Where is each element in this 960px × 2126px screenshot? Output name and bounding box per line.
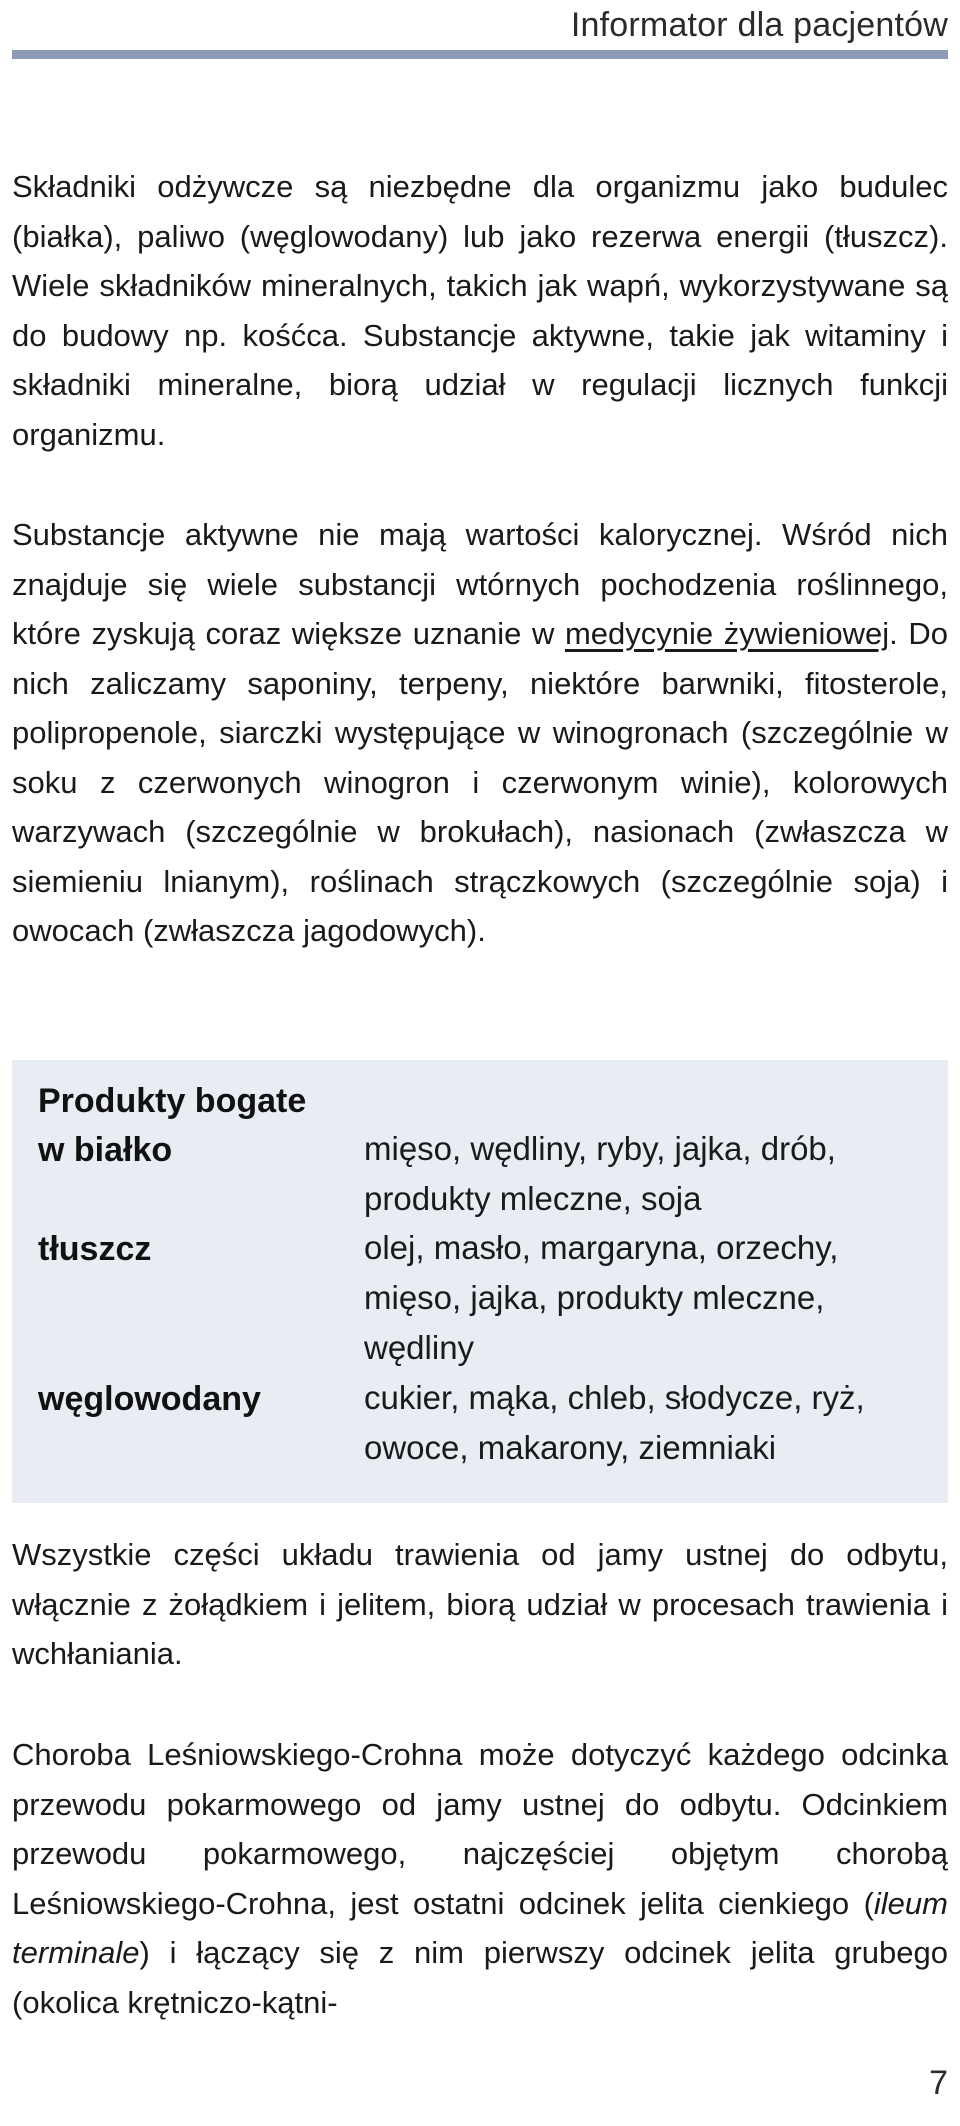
rich-products-panel [12, 1060, 948, 1503]
row-label-protein: w białko [38, 1131, 173, 1169]
paragraph-digestion: Wszystkie części układu trawienia od jamy ustnej do odbytu, włącznie z żołądkiem i jelitem, biorą udział w procesach trawienia i wchłaniania. [12, 1537, 948, 1671]
paragraph-text: Substancje aktywne nie mają wartości kalorycznej. Wśród nich znajduje się wiele substancji wtórnych pochodzenia roślinnego, które zyskują coraz większe uznanie w [12, 517, 948, 651]
paragraph-crohn [12, 1730, 948, 2027]
header-rule [12, 50, 948, 59]
paragraph-text: Choroba Leśniowskiego-Crohna może dotyczyć każdego odcinka przewodu pokarmowego od jamy ustnej do odbytu. Odcinkiem przewodu pokarmowego, najczęściej objętym chorobą Leśniowskiego-Crohna, jest ostatni odcinek jelita cienkiego ( [12, 1737, 948, 1921]
row-value-fat: olej, masło, margaryna, orzechy, mięso, jajka, produkty mleczne, wędliny [364, 1229, 839, 1366]
row-label-carbohydrates: węglowodany [38, 1380, 261, 1418]
ileum-term: ileum terminale [12, 1885, 948, 1970]
paragraph-active-substances [12, 510, 948, 956]
row-label-fat: tłuszcz [38, 1230, 152, 1268]
row-value-protein: mięso, wędliny, ryby, jajka, drób, produkty mleczne, soja [364, 1130, 836, 1217]
paragraph-nutrients: Składniki odżywcze są niezbędne dla organizmu jako budulec (białka), paliwo (węglowodany) lub jako rezerwa energii (tłuszcz). Wiele składników mineralnych, takich jak wapń, wykorzystywane są do budowy np. kośćca. Substancje aktywne, takie jak witaminy i składniki mineralne, biorą udział w regulacji licznych funkcji organizmu. [12, 169, 948, 452]
nutrition-medicine-link[interactable]: medycynie żywieniowej [564, 616, 890, 651]
paragraph-text: ) i łączący się z nim pierwszy odcinek jelita grubego (okolica krętniczo-kątni- [12, 1935, 948, 2020]
paragraph-text: . Do nich zaliczamy saponiny, terpeny, niektóre barwniki, fitosterole, polipropenole, siarczki występujące w winogronach (szczególnie w soku z czerwonych winogron i czerwonym winie), kolorowych warzywach (szczególnie w brokułach), nasionach (zwłaszcza w siemieniu lnianym), roślinach strączkowych (szczególnie soja) i owocach (zwłaszcza jagodowych). [12, 616, 949, 948]
panel-heading: Produkty bogate [38, 1082, 307, 1120]
row-value-carbohydrates: cukier, mąka, chleb, słodycze, ryż, owoce, makarony, ziemniaki [364, 1379, 865, 1466]
page-number: 7 [929, 2064, 948, 2102]
header-title: Informator dla pacjentów [570, 6, 948, 44]
